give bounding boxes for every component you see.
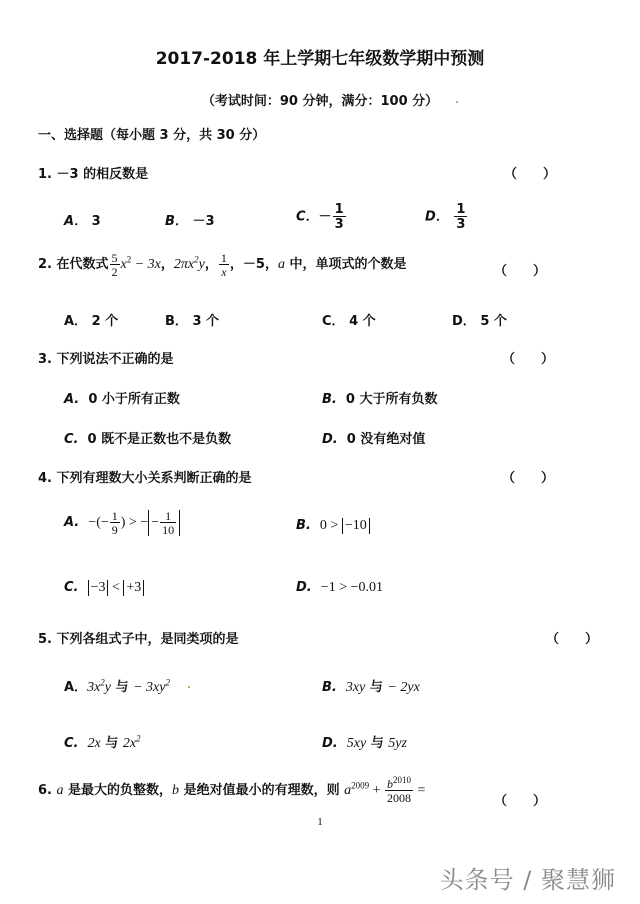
question-1-option-a: A． 3 — [64, 214, 101, 229]
question-1-option-c: C．－ $\frac{1}{3}$ — [296, 202, 344, 232]
question-2-option-b: B． 3 个 — [165, 314, 220, 329]
question-1-option-b: B． －3 — [165, 214, 215, 229]
question-1-stem: 1. －3 的相反数是 — [38, 167, 149, 182]
question-6-answer-blank: （ ） — [494, 794, 547, 809]
stray-dot — [456, 101, 458, 103]
question-5-answer-blank: （ ） — [546, 632, 599, 647]
question-6-stem: 6. a 是最大的负整数，b 是绝对值最小的有理数，则 $a^{2009}$ + $\frac{b^{2010}}{2008}$ = — [38, 775, 426, 805]
question-3-option-b: B. 0 大于所有负数 — [322, 392, 438, 407]
question-2-option-d: D． 5 个 — [452, 314, 507, 329]
question-5-option-c: C. 2x 与 $2x^2$ — [64, 733, 141, 751]
question-3-answer-blank: （ ） — [502, 352, 555, 367]
question-3-option-d: D. 0 没有绝对值 — [322, 432, 426, 447]
question-4-option-b: B. 0 > −10 — [296, 518, 370, 534]
question-5-option-a: A．$3x^2y$ 与 − $3xy^2$ — [64, 677, 170, 695]
question-1-answer-blank: （ ） — [504, 167, 557, 182]
question-3-stem: 3. 下列说法不正确的是 — [38, 352, 174, 367]
question-2-option-c: C． 4 个 — [322, 314, 376, 329]
exam-info: （考试时间：90 分钟，满分：100 分） — [201, 94, 439, 109]
section-heading: 一、选择题（每小题 3 分，共 30 分） — [38, 128, 266, 143]
question-2-option-a: A． 2 个 — [64, 314, 119, 329]
question-2-stem: 2. 在代数式 $\frac{5}{2}$ $x^2 - 3x$，$2\pi x^2y$， $\frac{1}{x}$ ，－5，a 中，单项式的个数是 — [38, 251, 407, 279]
question-5-option-b: B. 3xy 与 − 2yx — [322, 680, 420, 695]
question-4-answer-blank: （ ） — [502, 471, 555, 486]
question-4-option-a: A. −(− $\frac{1}{9}$ ) > − − $\frac{1}{10}$ — [64, 510, 180, 536]
stray-dot-2 — [188, 686, 190, 688]
question-2-answer-blank: （ ） — [494, 264, 547, 279]
question-3-option-c: C. 0 既不是正数也不是负数 — [64, 432, 232, 447]
question-4-option-d: D. −1 > −0.01 — [296, 580, 383, 595]
question-3-option-a: A. 0 小于所有正数 — [64, 392, 180, 407]
question-5-stem: 5. 下列各组式子中，是同类项的是 — [38, 632, 239, 647]
question-4-stem: 4. 下列有理数大小关系判断正确的是 — [38, 471, 252, 486]
watermark: 头条号 / 聚慧狮 — [439, 866, 616, 894]
question-1-option-d: D． $\frac{1}{3}$ — [425, 202, 466, 232]
question-5-option-d: D. 5xy 与 5yz — [322, 736, 407, 751]
page-title: 2017-2018 年上学期七年级数学期中预测 — [155, 49, 485, 69]
page-number: 1 — [317, 816, 323, 828]
question-4-option-c: C. −3 < +3 — [64, 580, 144, 596]
